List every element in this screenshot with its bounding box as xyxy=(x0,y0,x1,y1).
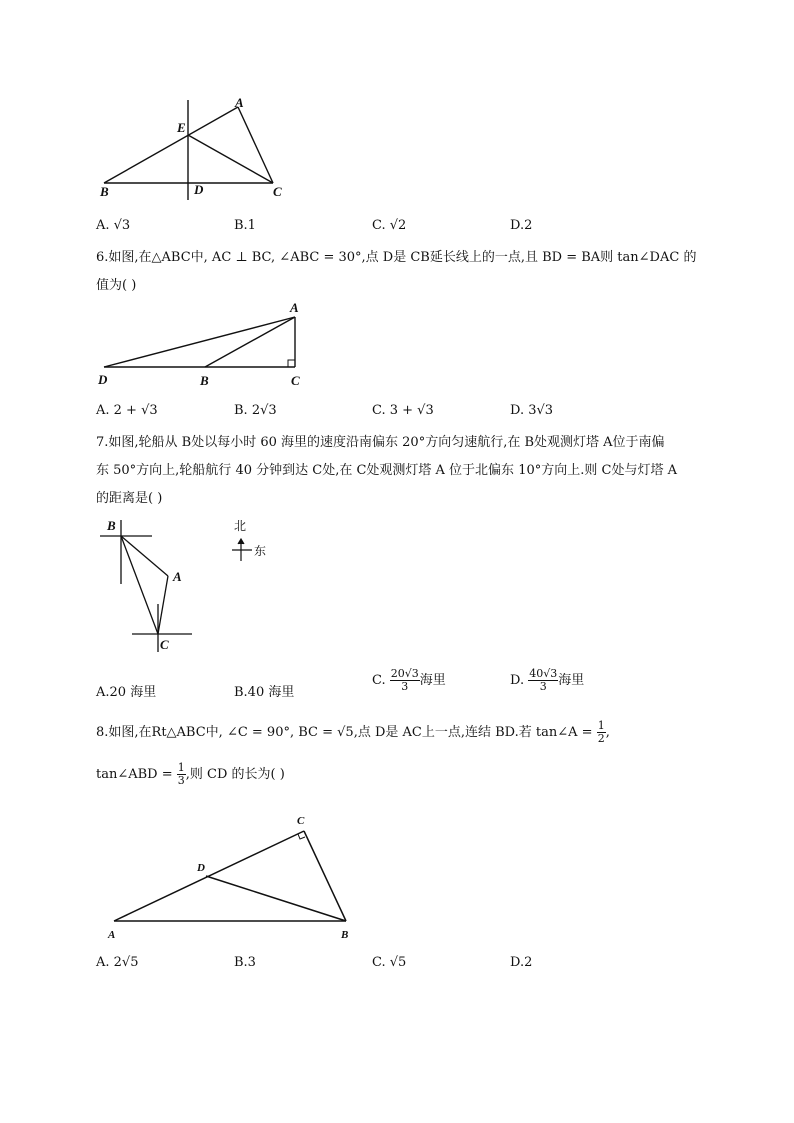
q6-stem-line2: 值为( ) xyxy=(96,278,137,293)
q7-north-label: 北 xyxy=(234,519,247,533)
q5-label-D: D xyxy=(194,182,204,197)
q7-stem-line1: 7.如图,轮船从 B处以每小时 60 海里的速度沿南偏东 20°方向匀速航行,在 B处观测灯塔 A位于南偏 xyxy=(96,435,665,450)
compass-icon xyxy=(232,539,252,561)
q6-figure xyxy=(92,296,322,392)
q8-label-A: A xyxy=(108,929,116,941)
q5-label-C: C xyxy=(273,184,282,199)
q6-label-C: C xyxy=(291,373,300,388)
q7-label-B: B xyxy=(107,518,116,533)
q5-option-d: D.2 xyxy=(510,218,533,233)
q5-option-c: C. √2 xyxy=(372,218,407,233)
q5-label-A: A xyxy=(235,95,244,110)
q8-label-C: C xyxy=(297,815,305,827)
q6-label-A: A xyxy=(290,300,299,315)
q5-option-a: A. √3 xyxy=(96,218,131,233)
q8-option-b: B.3 xyxy=(234,955,256,970)
q7-option-b: B.40 海里 xyxy=(234,685,295,700)
q5-label-B: B xyxy=(100,184,109,199)
q7-stem-line3: 的距离是( ) xyxy=(96,491,163,506)
q7-option-a: A.20 海里 xyxy=(96,685,157,700)
q6-option-c: C. 3 + √3 xyxy=(372,403,434,418)
q8-option-d: D.2 xyxy=(510,955,533,970)
q8-option-c: C. √5 xyxy=(372,955,407,970)
q6-label-B: B xyxy=(200,373,209,388)
q6-option-a: A. 2 + √3 xyxy=(96,403,158,418)
q5-figure xyxy=(90,95,300,205)
q8-label-D: D xyxy=(197,862,205,874)
q7-figure xyxy=(92,514,292,664)
q7-stem-line2: 东 50°方向上,轮船航行 40 分钟到达 C处,在 C处观测灯塔 A 位于北偏东 10°方向上.则 C处与灯塔 A xyxy=(96,463,677,478)
q6-stem-line1: 6.如图,在△ABC中, AC ⊥ BC, ∠ABC = 30°,点 D是 CB延长线上的一点,且 BD = BA则 tan∠DAC 的 xyxy=(96,250,697,265)
q6-option-d: D. 3√3 xyxy=(510,403,554,418)
q8-figure xyxy=(100,808,370,948)
q7-option-c: C. $\frac{20√3}{3}$ 海里 xyxy=(372,667,446,693)
q6-option-b: B. 2√3 xyxy=(234,403,277,418)
q7-option-d: D. $\frac{40√3}{3}$ 海里 xyxy=(510,667,585,693)
q5-label-E: E xyxy=(177,120,186,135)
q8-label-B: B xyxy=(341,929,349,941)
q7-label-C: C xyxy=(160,637,169,652)
q8-stem-line2: tan∠ABD = $\frac{1}{3}$ ,则 CD 的长为( ) xyxy=(96,761,285,787)
q7-east-label: 东 xyxy=(254,544,267,558)
q5-option-b: B.1 xyxy=(234,218,256,233)
q8-option-a: A. 2√5 xyxy=(96,955,139,970)
q6-label-D: D xyxy=(98,372,108,387)
q7-label-A: A xyxy=(173,569,182,584)
q8-stem-line1: 8.如图,在Rt△ABC中, ∠C = 90°, BC = √5,点 D是 AC上一点,连结 BD.若 tan∠A = $\frac{1}{2}$ , xyxy=(96,719,610,745)
